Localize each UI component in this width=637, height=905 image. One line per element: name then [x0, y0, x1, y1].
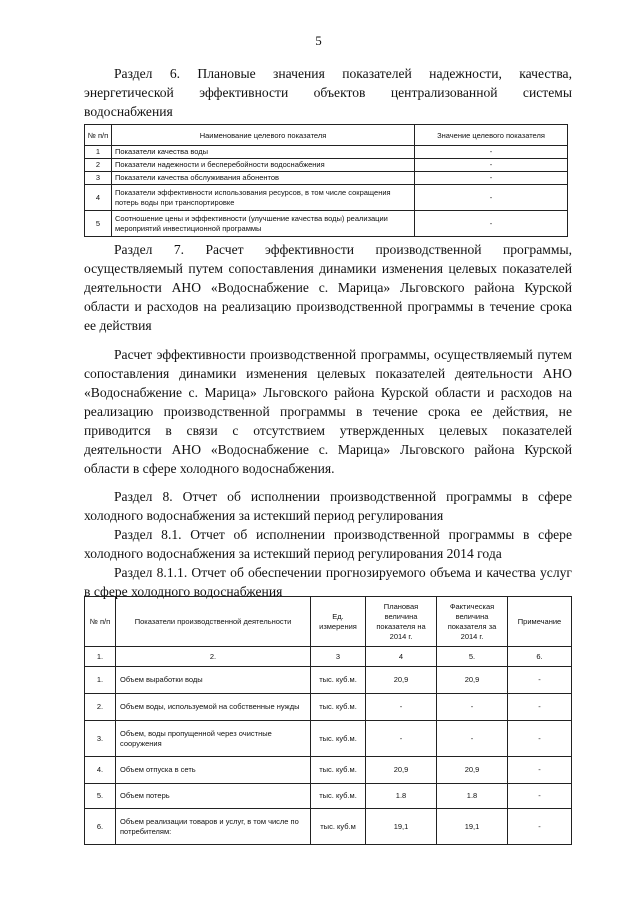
row-number: 5 — [85, 211, 112, 237]
col-fact-header: Фактическая величина показателя за 2014 г. — [437, 597, 508, 647]
fact-value: - — [437, 694, 508, 721]
fact-value: 20,9 — [437, 757, 508, 784]
note: - — [508, 809, 572, 845]
section-7-heading: Раздел 7. Расчет эффективности производственной программы, осуществляемый путем сопоставления динамики изменения целевых показателей деятельности АНО «Водоснабжение с. Марица» Льговского района Курской области и расходов на реализацию производственной программы в течение срока ее действия — [84, 242, 572, 333]
note: - — [508, 694, 572, 721]
table-row — [85, 667, 572, 694]
unit: тыс. куб.м. — [311, 757, 366, 784]
row-number: 1 — [85, 146, 112, 159]
indicator-name: Объем отпуска в сеть — [116, 757, 311, 784]
section-8-1-heading: Раздел 8.1. Отчет об исполнении производственной программы в сфере холодного водоснабжения за истекший период регулирования 2014 года — [84, 527, 572, 561]
unit: тыс. куб.м. — [311, 694, 366, 721]
indicator-value: - — [415, 159, 568, 172]
row-number: 5. — [85, 784, 116, 809]
plan-value: - — [366, 721, 437, 757]
fact-value: - — [437, 721, 508, 757]
table-row — [85, 694, 572, 721]
indicator-name: Показатели надежности и бесперебойности водоснабжения — [112, 159, 415, 172]
row-number: 2 — [85, 159, 112, 172]
plan-value: 20,9 — [366, 757, 437, 784]
indicator-value: - — [415, 185, 568, 211]
row-number: 3 — [85, 172, 112, 185]
row-number: 4. — [85, 757, 116, 784]
unit: тыс. куб.м. — [311, 721, 366, 757]
table-header-row — [85, 125, 568, 146]
table-row — [85, 146, 568, 159]
indicator-name: Показатели эффективности использования ресурсов, в том числе сокращения потерь воды при транспортировке — [112, 185, 415, 211]
fact-value: 20,9 — [437, 667, 508, 694]
column-number: 5. — [437, 647, 508, 667]
col-number-header: № п/п — [85, 125, 112, 146]
col-note-header: Примечание — [508, 597, 572, 647]
indicator-name: Объем, воды пропущенной через очистные сооружения — [116, 721, 311, 757]
row-number: 2. — [85, 694, 116, 721]
fact-value: 1.8 — [437, 784, 508, 809]
plan-value: 19,1 — [366, 809, 437, 845]
note: - — [508, 784, 572, 809]
table-row — [85, 721, 572, 757]
row-number: 3. — [85, 721, 116, 757]
table-row — [85, 757, 572, 784]
plan-value: - — [366, 694, 437, 721]
col-unit-header: Ед. измерения — [311, 597, 366, 647]
table-row — [85, 211, 568, 237]
plan-value: 1.8 — [366, 784, 437, 809]
unit: тыс. куб.м. — [311, 667, 366, 694]
indicator-value: - — [415, 172, 568, 185]
note: - — [508, 721, 572, 757]
section-7-body: Расчет эффективности производственной программы, осуществляемый путем сопоставления динамики изменения целевых показателей деятельности АНО «Водоснабжение с. Марица» Льговского района Курской области и расходов на реализацию производственной программы в течение срока ее действия, не приводится в связи с отсутствием утвержденных целевых показателей деятельности АНО «Водоснабжение с. Марица» Льговского района Курской области в сфере холодного водоснабжения. — [84, 347, 572, 476]
indicator-value: - — [415, 211, 568, 237]
note: - — [508, 757, 572, 784]
column-number: 3 — [311, 647, 366, 667]
section-8-1-1-heading: Раздел 8.1.1. Отчет об обеспечении прогнозируемого объема и качества услуг в сфере холодного водоснабжения — [84, 565, 572, 599]
col-plan-header: Плановая величина показателя на 2014 г. — [366, 597, 437, 647]
indicator-name: Соотношение цены и эффективности (улучшение качества воды) реализации мероприятий инвестиционной программы — [112, 211, 415, 237]
col-name-header: Наименование целевого показателя — [112, 125, 415, 146]
table-row — [85, 172, 568, 185]
col-number-header: № п/п — [85, 597, 116, 647]
indicator-name: Объем воды, используемой на собственные нужды — [116, 694, 311, 721]
column-number: 1. — [85, 647, 116, 667]
production-report-table — [84, 596, 572, 845]
fact-value: 19,1 — [437, 809, 508, 845]
column-number: 4 — [366, 647, 437, 667]
column-number: 6. — [508, 647, 572, 667]
unit: тыс. куб.м — [311, 809, 366, 845]
section-8-heading: Раздел 8. Отчет об исполнении производственной программы в сфере холодного водоснабжения за истекший период регулирования — [84, 489, 572, 523]
row-number: 6. — [85, 809, 116, 845]
section-6-heading: Раздел 6. Плановые значения показателей надежности, качества, энергетической эффективности объектов централизованной системы водоснабжения — [84, 66, 572, 119]
row-number: 4 — [85, 185, 112, 211]
indicator-name: Объем реализации товаров и услуг, в том числе по потребителям: — [116, 809, 311, 845]
indicator-name: Объем потерь — [116, 784, 311, 809]
indicator-name: Объем выработки воды — [116, 667, 311, 694]
page-number: 5 — [315, 33, 322, 48]
column-number-row — [85, 647, 572, 667]
target-indicators-table — [84, 124, 568, 237]
table-row — [85, 809, 572, 845]
indicator-name: Показатели качества обслуживания абонентов — [112, 172, 415, 185]
table-row — [85, 159, 568, 172]
table-row — [85, 784, 572, 809]
indicator-name: Показатели качества воды — [112, 146, 415, 159]
table-header-row — [85, 597, 572, 647]
row-number: 1. — [85, 667, 116, 694]
col-value-header: Значение целевого показателя — [415, 125, 568, 146]
unit: тыс. куб.м. — [311, 784, 366, 809]
plan-value: 20,9 — [366, 667, 437, 694]
col-indicator-header: Показатели производственной деятельности — [116, 597, 311, 647]
column-number: 2. — [116, 647, 311, 667]
table-row — [85, 185, 568, 211]
note: - — [508, 667, 572, 694]
indicator-value: - — [415, 146, 568, 159]
